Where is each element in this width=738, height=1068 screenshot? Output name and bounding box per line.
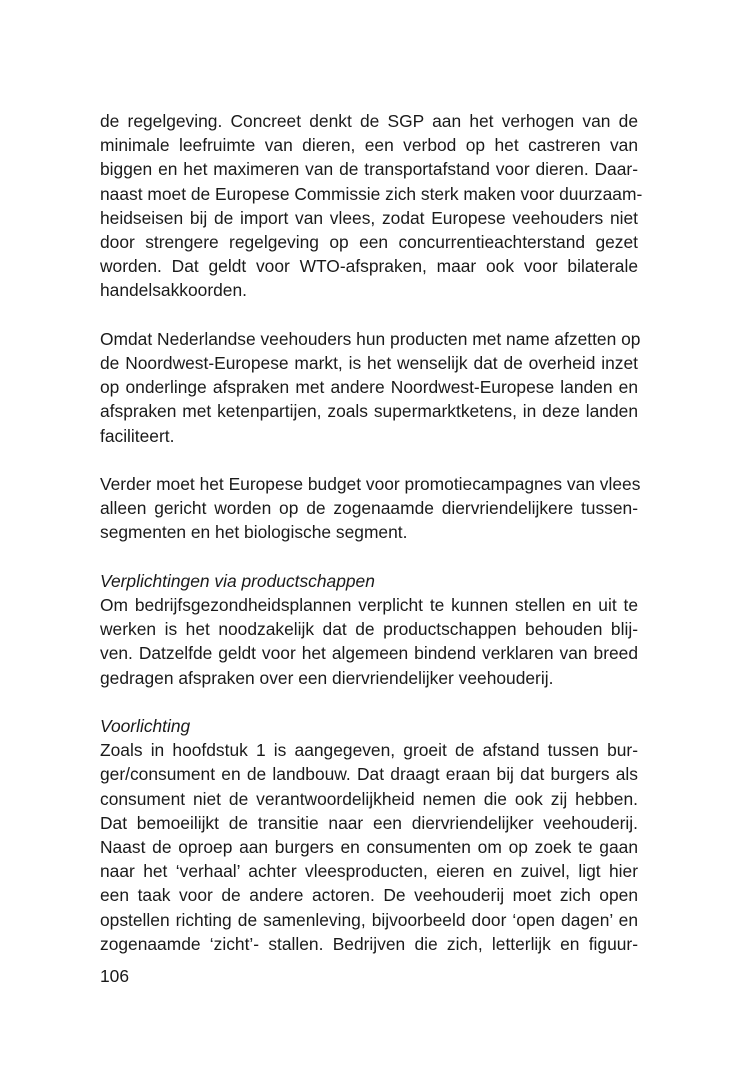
text-line: gedragen afspraken over een diervriendelijker veehouderij. bbox=[100, 667, 554, 688]
paragraph-promotiebudget bbox=[100, 472, 641, 545]
text-line: faciliteert. bbox=[100, 425, 175, 446]
section-voorlichting bbox=[100, 714, 638, 956]
text-line: worden. Dat geldt voor WTO-afspraken, maar ook voor bilaterale bbox=[100, 256, 638, 277]
text-line: minimale leefruimte van dieren, een verbod op het castreren van bbox=[100, 135, 638, 156]
text-line: opstellen richting de samenleving, bijvoorbeeld door ‘open dagen’ en bbox=[100, 909, 638, 930]
text-line: de regelgeving. Concreet denkt de SGP aan het verhogen van de bbox=[100, 111, 638, 131]
text-line: handelsakkoorden. bbox=[100, 280, 247, 301]
text-line: door strengere regelgeving op een concurrentieachterstand gezet bbox=[100, 232, 638, 253]
section-heading: Verplichtingen via productschappen bbox=[100, 570, 375, 591]
text-line: een taak voor de andere actoren. De veehouderij moet zich open bbox=[100, 885, 638, 906]
text-line: heidseisen bij de import van vlees, zodat Europese veehouders niet bbox=[100, 207, 638, 228]
text-line: afspraken met ketenpartijen, zoals supermarktketens, in deze landen bbox=[100, 401, 638, 422]
section-productschappen bbox=[100, 569, 638, 690]
text-line: Verder moet het Europese budget voor promotiecampagnes van vlees bbox=[100, 474, 641, 495]
page-number: 106 bbox=[100, 966, 130, 986]
paragraph-noordwest-europa bbox=[100, 327, 641, 448]
page-body bbox=[100, 109, 643, 956]
text-line: naar het ‘verhaal’ achter vleesproducten, eieren en zuivel, ligt hier bbox=[100, 861, 638, 882]
text-line: Dat bemoeilijkt de transitie naar een diervriendelijker veehouderij. bbox=[100, 812, 638, 833]
text-line: ger/consument en de landbouw. Dat draagt eraan bij dat burgers als bbox=[100, 764, 638, 785]
text-line: Om bedrijfsgezondheidsplannen verplicht te kunnen stellen en uit te bbox=[100, 595, 638, 616]
paragraph-spacer bbox=[100, 545, 638, 569]
text-line: naast moet de Europese Commissie zich sterk maken voor duurzaam- bbox=[100, 183, 643, 204]
text-line: Omdat Nederlandse veehouders hun producten met name afzetten op bbox=[100, 328, 641, 349]
paragraph-regelgeving bbox=[100, 109, 643, 303]
text-line: de Noordwest-Europese markt, is het wenselijk dat de overheid inzet bbox=[100, 353, 638, 374]
text-line: Zoals in hoofdstuk 1 is aangegeven, groeit de afstand tussen bur- bbox=[100, 740, 638, 761]
text-line: consument niet de verantwoordelijkheid nemen die ook zij hebben. bbox=[100, 788, 638, 809]
text-line: zogenaamde ‘zicht’- stallen. Bedrijven die zich, letterlijk en figuur- bbox=[100, 933, 638, 954]
section-heading: Voorlichting bbox=[100, 716, 191, 737]
text-line: segmenten en het biologische segment. bbox=[100, 522, 408, 543]
paragraph-spacer bbox=[100, 690, 638, 714]
text-line: Naast de oproep aan burgers en consumenten om op zoek te gaan bbox=[100, 837, 638, 858]
paragraph-spacer bbox=[100, 303, 638, 327]
text-line: werken is het noodzakelijk dat de productschappen behouden blij- bbox=[100, 619, 638, 640]
text-line: alleen gericht worden op de zogenaamde diervriendelijkere tussen- bbox=[100, 498, 638, 519]
text-line: ven. Datzelfde geldt voor het algemeen bindend verklaren van breed bbox=[100, 643, 638, 664]
text-line: op onderlinge afspraken met andere Noordwest-Europese landen en bbox=[100, 377, 638, 398]
text-line: biggen en het maximeren van de transportafstand voor dieren. Daar- bbox=[100, 159, 638, 180]
paragraph-spacer bbox=[100, 448, 638, 472]
